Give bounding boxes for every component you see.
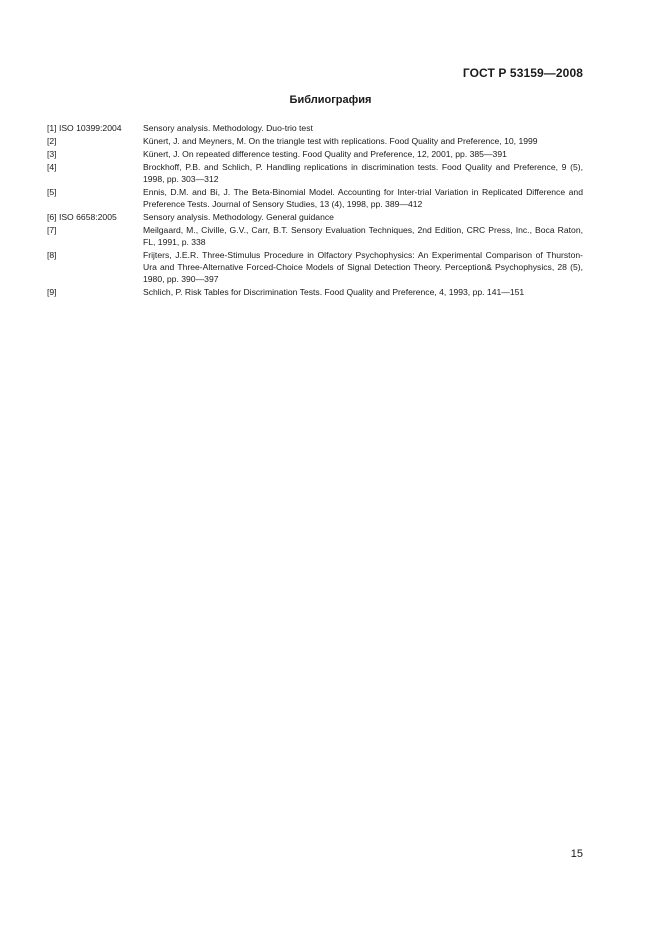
bibliography-entry	[47, 286, 583, 298]
bibliography-text: Sensory analysis. Methodology. General guidance	[143, 212, 334, 222]
bibliography-ref: [3]	[47, 149, 57, 159]
bibliography-title: Библиография	[289, 94, 372, 106]
bibliography-entry	[47, 135, 583, 147]
bibliography-ref: [8]	[47, 250, 57, 260]
bibliography-text: Meilgaard, M., Civille, G.V., Carr, B.T. Sensory Evaluation Techniques, 2nd Edition, CRC Press, Inc., Boca Raton, FL, 1991, p. 338	[143, 225, 583, 247]
bibliography-entry	[47, 122, 583, 134]
bibliography-text: Frijters, J.E.R. Three-Stimulus Procedure in Olfactory Psychophysics: An Experimental Comparison of Thurston-Ura and Three-Alternative Forced-Choice Models of Signal Detection Theory. Perception& Psychophysics, 28 (5), 1980, pp. 390—397	[143, 250, 583, 284]
bibliography-ref: [5]	[47, 187, 57, 197]
bibliography-entry	[47, 249, 583, 285]
bibliography-text: Schlich, P. Risk Tables for Discrimination Tests. Food Quality and Preference, 4, 1993, pp. 141—151	[143, 287, 525, 297]
bibliography-ref: [1] ISO 10399:2004	[47, 123, 122, 133]
bibliography-ref: [6] ISO 6658:2005	[47, 212, 117, 222]
document-code: ГОСТ Р 53159—2008	[462, 66, 583, 80]
bibliography-entry	[47, 224, 583, 248]
bibliography-text: Künert, J. On repeated difference testing. Food Quality and Preference, 12, 2001, pp. 385—391	[143, 149, 507, 159]
bibliography-entry	[47, 148, 583, 160]
page-number: 15	[570, 848, 583, 860]
bibliography-text: Ennis, D.M. and Bi, J. The Beta-Binomial Model. Accounting for Inter-trial Variation in Replicated Difference and Preference Tests. Journal of Sensory Studies, 13 (4), 1998, pp. 389—412	[143, 187, 583, 209]
bibliography-ref: [2]	[47, 136, 57, 146]
bibliography-text: Künert, J. and Meyners, M. On the triangle test with replications. Food Quality and Preference, 10, 1999	[143, 136, 538, 146]
bibliography-entry	[47, 186, 583, 210]
bibliography-ref: [9]	[47, 287, 57, 297]
bibliography-entry	[47, 211, 583, 223]
bibliography-ref: [4]	[47, 162, 57, 172]
bibliography-entry	[47, 161, 583, 185]
bibliography-ref: [7]	[47, 225, 57, 235]
bibliography-list	[47, 122, 583, 298]
bibliography-text: Sensory analysis. Methodology. Duo-trio test	[143, 123, 313, 133]
bibliography-text: Brockhoff, P.B. and Schlich, P. Handling replications in discrimination tests. Food Quality and Preference, 9 (5), 1998, pp. 303—312	[143, 162, 583, 184]
